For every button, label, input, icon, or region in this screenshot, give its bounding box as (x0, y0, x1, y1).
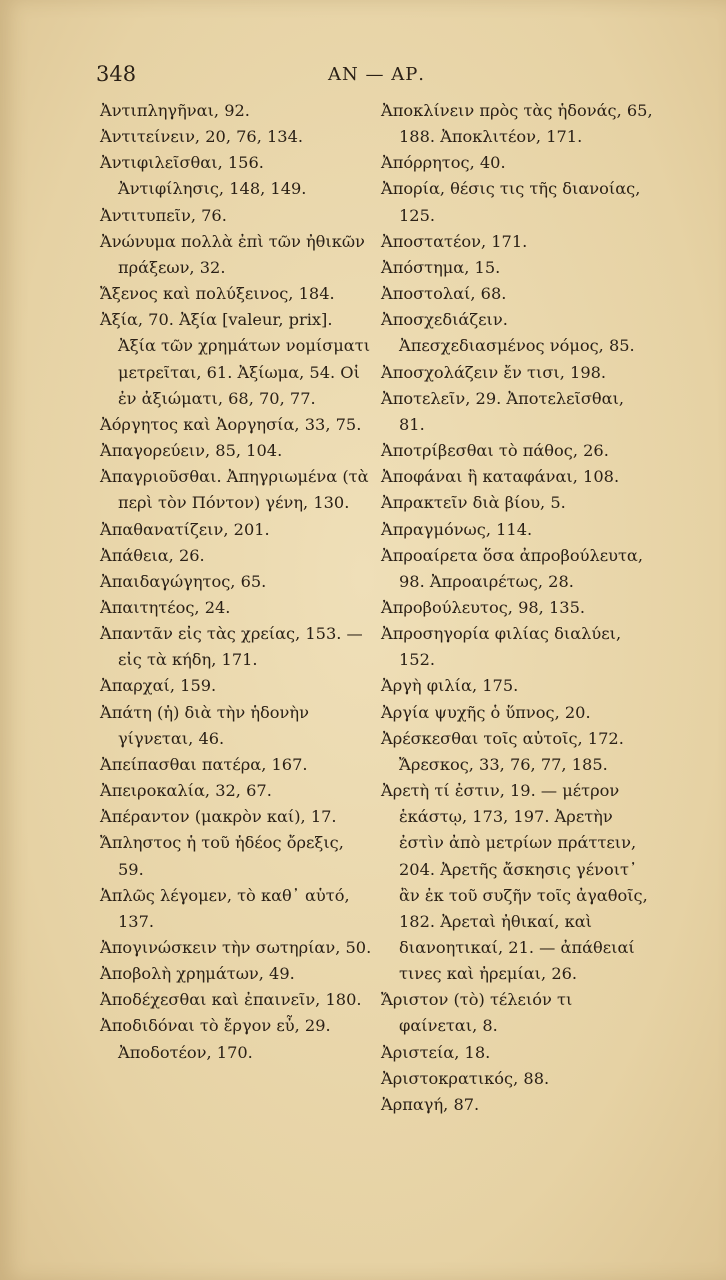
index-entry: Ἀπραγμόνως, 114. (381, 519, 533, 539)
index-entry: Ἀποστατέον, 171. (381, 231, 528, 251)
index-entry: Ἀπαιτητέος, 24. (100, 597, 231, 617)
index-column-right (381, 98, 653, 1118)
index-entry: Ἀόργητος καὶ Ἀοργησία, 33, 75. (100, 414, 362, 434)
index-entry: Ἀπόστημα, 15. (381, 257, 501, 277)
index-entry: Ἀπογινώσκειν τὴν σωτηρίαν, 50. (100, 938, 372, 957)
index-entry: Ἀποτελεῖν, 29. Ἀποτελεῖσθαι, 81. (381, 388, 625, 434)
index-entry: Ἀπροσηγορία φιλίας διαλύει, 152. (381, 624, 622, 670)
index-entry: Ἀργία ψυχῆς ὁ ὕπνος, 20. (381, 702, 591, 722)
index-entry: Ἀποσχεδιάζειν. Ἀπεσχεδιασμένος νόμος, 85. (381, 310, 635, 356)
index-entry: Ἀντιφιλεῖσθαι, 156. Ἀντιφίλησις, 148, 149. (100, 153, 307, 199)
page-number: 348 (96, 62, 137, 86)
index-entry: Ἀριστοκρατικός, 88. (381, 1068, 550, 1088)
page-header (96, 62, 656, 92)
index-entry: Ἀπροαίρετα ὅσα ἀπροβούλευτα, 98. Ἀπροαιρέτως, 28. (381, 545, 643, 591)
index-entry: Ἀπειροκαλία, 32, 67. (100, 781, 272, 801)
index-entry: Ἀποφάναι ἢ καταφάναι, 108. (381, 467, 620, 487)
index-entry: Ἀπαιδαγώγητος, 65. (100, 571, 267, 591)
index-entry: Ἀποσχολάζειν ἔν τισι, 198. (381, 362, 607, 382)
index-entry: Ἄξενος καὶ πολύξεινος, 184. (100, 284, 335, 304)
index-entry: Ἀριστεία, 18. (381, 1042, 491, 1062)
index-entry: Ἀντιπληγῆναι, 92. (100, 101, 250, 120)
index-entry: Ἀρέσκεσθαι τοῖς αὐτοῖς, 172. Ἄρεσκος, 33, 76, 77, 185. (381, 728, 624, 774)
index-entry: Ἀργὴ φιλία, 175. (381, 676, 519, 696)
index-entry: Ἀντιτείνειν, 20, 76, 134. (100, 127, 304, 147)
index-entry: Ἀπαγορεύειν, 85, 104. (100, 441, 283, 461)
index-entry: Ἀποκλίνειν πρὸς τὰς ἡδονάς, 65, 188. Ἀποκλιτέον, 171. (381, 101, 653, 147)
index-entry: Ἀπόρρητος, 40. (381, 153, 506, 173)
index-entry: Ἀποδιδόναι τὸ ἔργον εὖ, 29. Ἀποδοτέον, 170. (100, 1016, 331, 1062)
index-entry: Ἀντιτυπεῖν, 76. (100, 205, 227, 225)
index-entry: Ἀπέραντον (μακρὸν καί), 17. (100, 807, 337, 827)
index-entry: Ἀρετὴ τί ἐστιν, 19. — μέτρον ἑκάστῳ, 173, 197. Ἀρετὴν ἐστὶν ἀπὸ μετρίων πράττειν, 204. Ἀρετῆς ἄσκησις γένοιτ᾽ ἂν ἐκ τοῦ συζῆν τοῖς ἀγαθοῖς, 182. Ἀρεταὶ ἠθικαί, καὶ διανοητικαί, 21. — ἀπάθειαί τινες καὶ ἠρεμίαι, 26. (381, 781, 648, 984)
index-entry: Ἀπαρχαί, 159. (100, 676, 217, 696)
index-entry: Ἄπληστος ἡ τοῦ ἡδέος ὄρεξις, 59. (100, 833, 344, 879)
index-entry: Ἀπάτη (ἡ) διὰ τὴν ἡδονὴν γίγνεται, 46. (100, 702, 309, 748)
index-entry: Ἀπάθεια, 26. (100, 545, 205, 565)
index-entry: Ἁπλῶς λέγομεν, τὸ καθ᾽ αὑτό, 137. (100, 885, 350, 931)
index-entry: Ἀπείπασθαι πατέρα, 167. (100, 754, 308, 774)
index-entry: Ἀπορία, θέσις τις τῆς διανοίας, 125. (381, 179, 641, 225)
index-entry: Ἀποτρίβεσθαι τὸ πάθος, 26. (381, 441, 609, 461)
running-head: ΑΝ — ΑΡ. (328, 64, 426, 85)
index-entry: Ἀποστολαί, 68. (381, 284, 507, 304)
index-entry: Ἀποδέχεσθαι καὶ ἐπαινεῖν, 180. (100, 990, 362, 1010)
index-entry: Ἀπαντᾶν εἰς τὰς χρείας, 153. — εἰς τὰ κήδη, 171. (100, 624, 363, 670)
index-entry: Ἀπαγριοῦσθαι. Ἀπηγριωμένα (τὰ περὶ τὸν Πόντον) γένη, 130. (100, 467, 369, 513)
index-entry: Ἄριστον (τὸ) τέλειόν τι φαίνεται, 8. (381, 990, 573, 1036)
index-entry: Ἀξία, 70. Ἀξία [valeur, prix]. Ἀξία τῶν χρημάτων νομίσματι μετρεῖται, 61. Ἀξίωμα, 54. Οἱ ἐν ἀξιώματι, 68, 70, 77. (100, 310, 371, 408)
index-entry: Ἀπρακτεῖν διὰ βίου, 5. (381, 493, 566, 513)
index-column-left (100, 98, 372, 1066)
index-entry: Ἀνώνυμα πολλὰ ἐπὶ τῶν ἠθικῶν πράξεων, 32. (100, 231, 365, 277)
index-entry: Ἁρπαγή, 87. (381, 1094, 480, 1114)
index-entry: Ἀπροβούλευτος, 98, 135. (381, 597, 586, 617)
index-entry: Ἀπαθανατίζειν, 201. (100, 519, 270, 539)
index-entry: Ἀποβολὴ χρημάτων, 49. (100, 964, 295, 984)
